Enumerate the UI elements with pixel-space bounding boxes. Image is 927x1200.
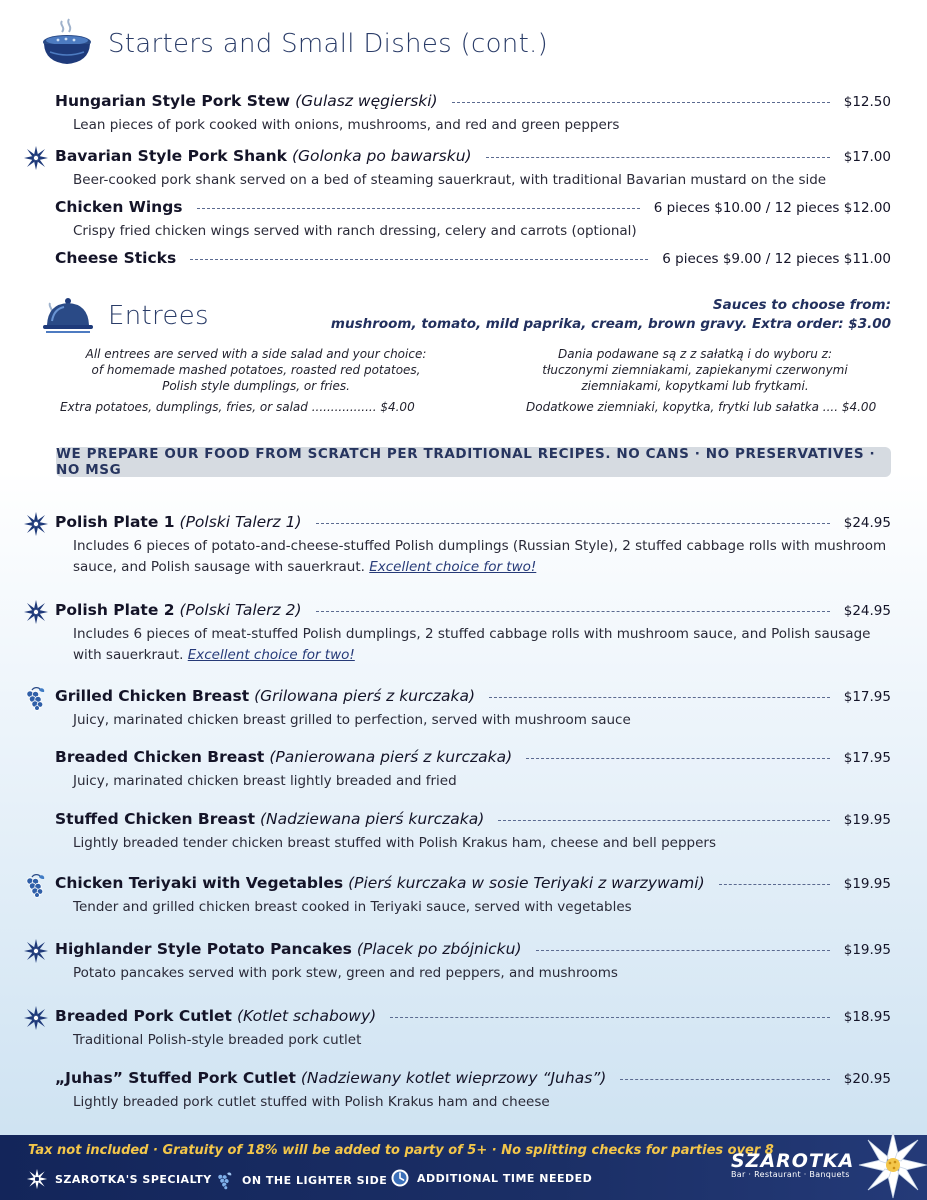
sauces-list: mushroom, tomato, mild paprika, cream, brown gravy. Extra order: $3.00 (330, 316, 891, 332)
edelweiss-logo-icon (853, 1128, 927, 1200)
dotted-leader (536, 950, 830, 951)
item-polish-name: (Polski Talerz 1) (179, 513, 302, 531)
extra-sides-english: Extra potatoes, dumplings, fries, or salad ................. $4.00 (60, 400, 415, 414)
dotted-leader (390, 1017, 830, 1018)
item-polish-name: (Nadziewana pierś kurczaka) (259, 810, 485, 828)
edelweiss-icon (23, 145, 49, 171)
info-line: Polish style dumplings, or fries. (162, 379, 350, 393)
item-price: $19.95 (843, 942, 891, 958)
clock-icon (390, 1168, 410, 1188)
item-polish-name: (Grilowana pierś z kurczaka) (254, 687, 476, 705)
brand-tagline: Bar · Restaurant · Banquets (731, 1170, 850, 1179)
item-description: Tender and grilled chicken breast cooked in Teriyaki sauce, served with vegetables (73, 899, 632, 915)
item-price: $19.95 (843, 812, 891, 828)
edelweiss-icon (23, 1005, 49, 1031)
sauces-label: Sauces to choose from: (712, 297, 891, 313)
description-text: Includes 6 pieces of potato-and-cheese-stuffed Polish dumplings (Russian Style), 2 stuffed cabbage rolls with mushroom sauce, and Polish sausage with sauerkraut. (73, 538, 887, 575)
edelweiss-icon (23, 938, 49, 964)
dotted-leader (190, 259, 648, 260)
edelweiss-icon (23, 599, 49, 625)
dotted-leader (489, 697, 830, 698)
menu-item (55, 940, 891, 984)
item-name: Polish Plate 1 (55, 513, 175, 531)
legend-additional-time (390, 1168, 592, 1188)
item-name: Bavarian Style Pork Shank (55, 147, 287, 165)
item-polish-name: (Gulasz węgierski) (295, 92, 438, 110)
menu-item (55, 601, 891, 666)
grapes-icon (23, 685, 49, 711)
item-polish-name: (Kotlet schabowy) (236, 1007, 377, 1025)
item-polish-name: (Polski Talerz 2) (179, 601, 302, 619)
legend-label: SZAROTKA'S SPECIALTY (55, 1172, 212, 1186)
edelweiss-icon (26, 1168, 48, 1190)
item-name: Breaded Chicken Breast (55, 748, 265, 766)
legend-label: ON THE LIGHTER SIDE (242, 1173, 388, 1187)
item-description: Beer-cooked pork shank served on a bed of steaming sauerkraut, with traditional Bavarian mustard on the side (73, 172, 827, 188)
info-line: of homemade mashed potatoes, roasted red potatoes, (91, 363, 421, 377)
grapes-icon (215, 1168, 235, 1192)
policy-note: Tax not included · Gratuity of 18% will be added to party of 5+ · No splitting checks for parties over 8 (28, 1143, 774, 1158)
menu-item (55, 1007, 891, 1051)
item-name: Chicken Wings (55, 198, 183, 216)
dotted-leader (452, 102, 830, 103)
sauces-note (331, 296, 891, 334)
starters-header (40, 18, 548, 70)
item-name: Cheese Sticks (55, 249, 177, 267)
item-polish-name: (Placek po zbójnicku) (356, 940, 522, 958)
legend-specialty (26, 1168, 212, 1190)
dotted-leader (526, 758, 830, 759)
item-name: Highlander Style Potato Pancakes (55, 940, 352, 958)
dotted-leader (620, 1079, 829, 1080)
item-price: 6 pieces $9.00 / 12 pieces $11.00 (662, 251, 891, 267)
item-name: Hungarian Style Pork Stew (55, 92, 291, 110)
dotted-leader (498, 820, 829, 821)
menu-item (55, 198, 891, 242)
item-price: $24.95 (843, 603, 891, 619)
item-name: Grilled Chicken Breast (55, 687, 250, 705)
item-polish-name: (Nadziewany kotlet wieprzowy “Juhas”) (300, 1069, 607, 1087)
item-name: Polish Plate 2 (55, 601, 175, 619)
legend-lighter-side (215, 1168, 387, 1192)
edelweiss-icon (23, 511, 49, 537)
item-note: Excellent choice for two! (369, 559, 537, 575)
entrees-header (40, 293, 209, 339)
item-description: Juicy, marinated chicken breast grilled to perfection, served with mushroom sauce (73, 712, 631, 728)
menu-item (55, 92, 891, 136)
brand-name: SZAROTKA (731, 1150, 855, 1172)
legend-label: ADDITIONAL TIME NEEDED (417, 1171, 593, 1185)
grapes-icon (23, 872, 49, 898)
item-price: $17.00 (843, 149, 891, 165)
item-description (73, 624, 891, 666)
item-price: 6 pieces $10.00 / 12 pieces $12.00 (653, 200, 891, 216)
brand-logo (731, 1150, 854, 1179)
info-line: tłuczonymi ziemniakami, zapiekanymi czerwonymi (542, 363, 848, 377)
item-name: „Juhas” Stuffed Pork Cutlet (55, 1069, 296, 1087)
dotted-leader (197, 208, 640, 209)
item-description (73, 536, 891, 578)
section-title: Starters and Small Dishes (cont.) (108, 29, 549, 59)
from-scratch-banner: WE PREPARE OUR FOOD FROM SCRATCH PER TRADITIONAL RECIPES. NO CANS · NO PRESERVATIVES · NO MSG (56, 447, 891, 477)
item-price: $18.95 (843, 1009, 891, 1025)
item-polish-name: (Panierowana pierś z kurczaka) (269, 748, 513, 766)
menu-item (55, 249, 891, 271)
item-description: Traditional Polish-style breaded pork cutlet (73, 1032, 362, 1048)
info-line: Dania podawane są z z sałatką i do wyboru z: (558, 347, 832, 361)
menu-item (55, 748, 891, 792)
item-name: Chicken Teriyaki with Vegetables (55, 874, 344, 892)
item-description: Juicy, marinated chicken breast lightly breaded and fried (73, 773, 457, 789)
item-polish-name: (Pierś kurczaka w sosie Teriyaki z warzywami) (348, 874, 705, 892)
item-price: $24.95 (843, 515, 891, 531)
item-name: Breaded Pork Cutlet (55, 1007, 232, 1025)
menu-item (55, 687, 891, 731)
dotted-leader (719, 884, 830, 885)
entree-info-english (56, 346, 456, 394)
item-description: Crispy fried chicken wings served with ranch dressing, celery and carrots (optional) (73, 223, 637, 239)
menu-item (55, 513, 891, 578)
cloche-icon (40, 293, 96, 339)
item-name: Stuffed Chicken Breast (55, 810, 255, 828)
info-line: All entrees are served with a side salad and your choice: (85, 347, 427, 361)
section-title: Entrees (108, 301, 209, 331)
item-price: $17.95 (843, 750, 891, 766)
item-polish-name: (Golonka po bawarsku) (291, 147, 472, 165)
item-note: Excellent choice for two! (187, 647, 355, 663)
item-description: Potato pancakes served with pork stew, green and red peppers, and mushrooms (73, 965, 618, 981)
info-line: ziemniakami, kopytkami lub frytkami. (581, 379, 809, 393)
item-description: Lightly breaded tender chicken breast stuffed with Polish Krakus ham, cheese and bell peppers (73, 835, 716, 851)
dotted-leader (486, 157, 830, 158)
item-price: $19.95 (843, 876, 891, 892)
item-price: $12.50 (843, 94, 891, 110)
dotted-leader (316, 611, 830, 612)
dotted-leader (316, 523, 830, 524)
description-text: Includes 6 pieces of meat-stuffed Polish dumplings, 2 stuffed cabbage rolls with mushroom sauce, and Polish sausage with sauerkraut. (73, 626, 871, 663)
item-price: $20.95 (843, 1071, 891, 1087)
menu-item (55, 147, 891, 191)
item-price: $17.95 (843, 689, 891, 705)
entree-info-polish (500, 346, 890, 394)
menu-item (55, 810, 891, 854)
item-description: Lean pieces of pork cooked with onions, mushrooms, and red and green peppers (73, 117, 620, 133)
pot-icon (40, 18, 96, 70)
menu-item (55, 1069, 891, 1113)
extra-sides-polish: Dodatkowe ziemniaki, kopytka, frytki lub sałatka .... $4.00 (526, 400, 877, 414)
item-description: Lightly breaded pork cutlet stuffed with Polish Krakus ham and cheese (73, 1094, 550, 1110)
menu-item (55, 874, 891, 918)
